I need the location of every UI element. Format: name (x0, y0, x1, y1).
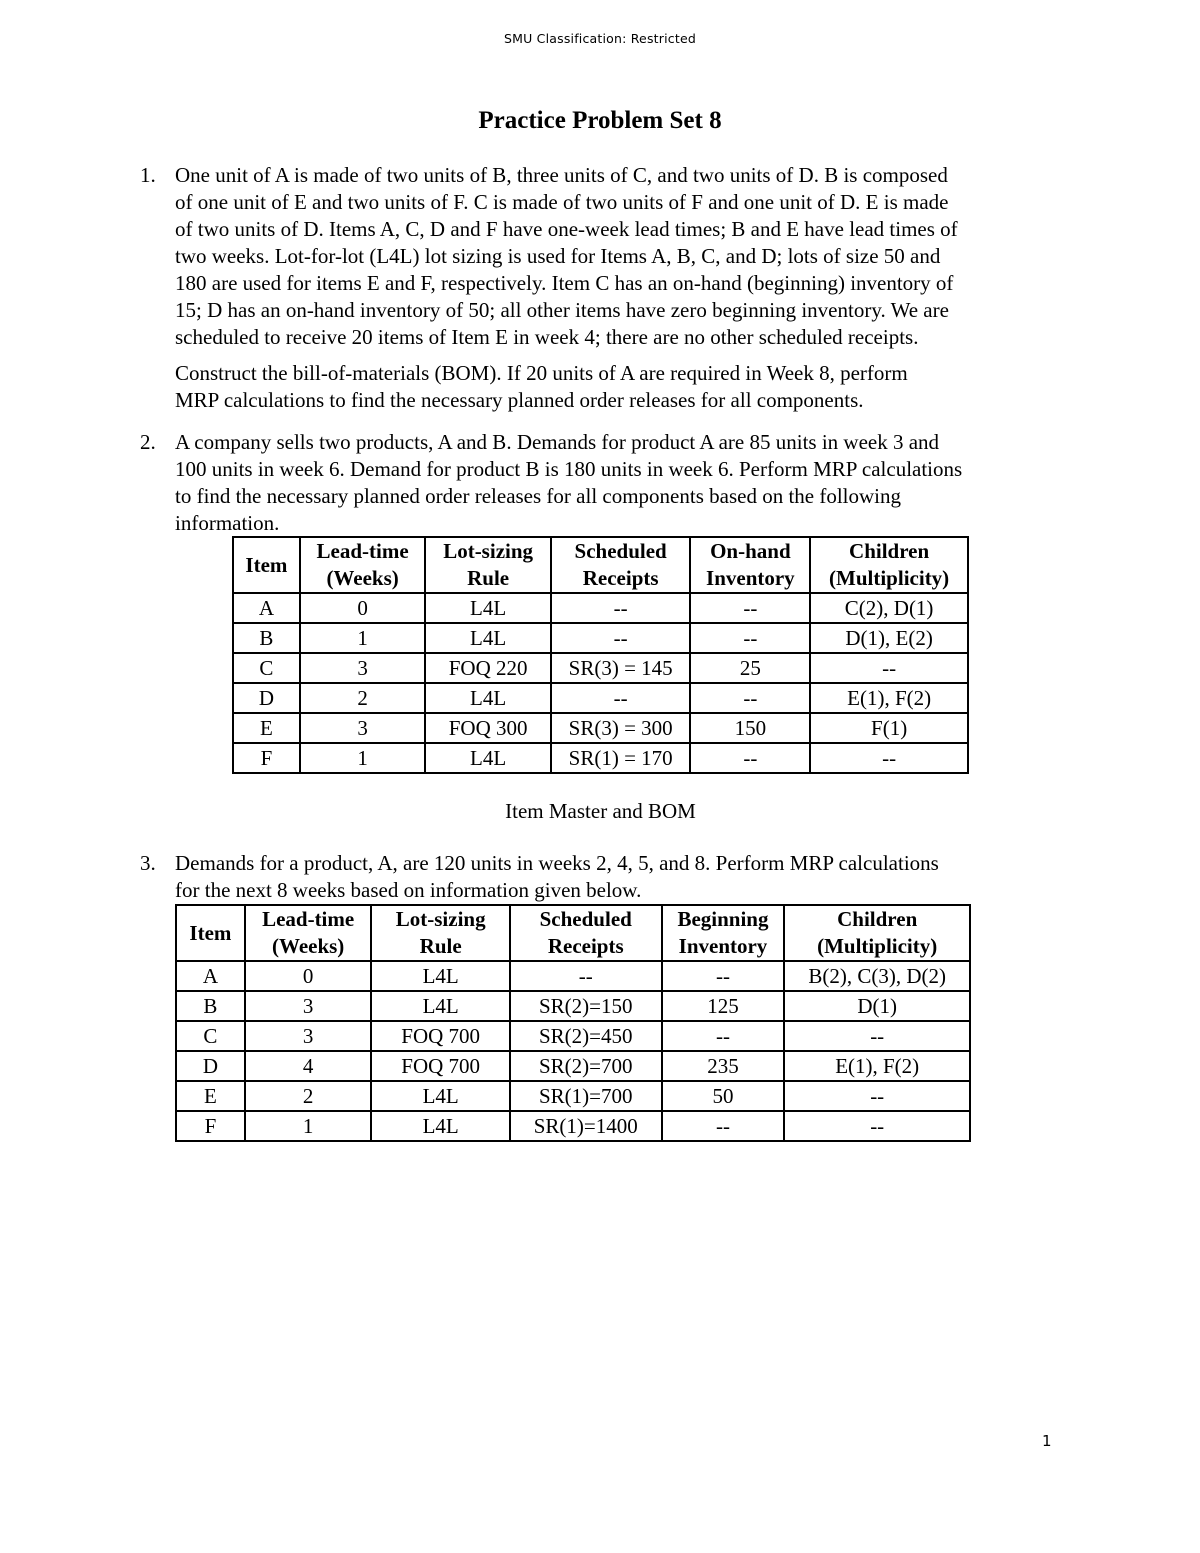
table-cell: -- (551, 623, 691, 653)
table-row (176, 991, 970, 1021)
table-cell: B (176, 991, 245, 1021)
table-cell: 2 (245, 1081, 372, 1111)
table-cell: -- (662, 1111, 785, 1141)
table-cell: L4L (425, 683, 550, 713)
text-line: for the next 8 weeks based on information given below. (175, 878, 642, 902)
table-cell: C (176, 1021, 245, 1051)
table-cell: SR(3) = 300 (551, 713, 691, 743)
item-master-table-2 (175, 904, 971, 1142)
problem-number: 2. (140, 430, 156, 454)
table-cell: 3 (300, 713, 426, 743)
table-row (176, 1051, 970, 1081)
table-cell: FOQ 300 (425, 713, 550, 743)
column-header-text: Children (837, 907, 918, 931)
table-cell: -- (810, 743, 968, 773)
page-number: 1 (1042, 1432, 1052, 1450)
table-cell: -- (510, 961, 662, 991)
text-line: 100 units in week 6. Demand for product B is 180 units in week 6. Perform MRP calculations (175, 457, 963, 481)
table-cell: 3 (300, 653, 426, 683)
column-header-text: (Multiplicity) (829, 566, 950, 590)
table-cell: 1 (300, 743, 426, 773)
column-header-text: Lot-sizing (443, 539, 534, 563)
table-cell: -- (551, 593, 691, 623)
column-header (810, 537, 968, 593)
column-header-text: Lot-sizing (395, 907, 486, 931)
table-cell: L4L (425, 623, 550, 653)
table-cell: L4L (425, 743, 550, 773)
table-cell: 2 (300, 683, 426, 713)
column-header (425, 537, 550, 593)
table-cell: L4L (371, 991, 509, 1021)
table-cell: 125 (662, 991, 785, 1021)
problem-number: 3. (140, 851, 156, 875)
table-cell: -- (662, 1021, 785, 1051)
problem-text (175, 429, 1065, 537)
table-cell: 235 (662, 1051, 785, 1081)
text-line: two weeks. Lot-for-lot (L4L) lot sizing is used for Items A, B, C, and D; lots of size 50 and (175, 244, 941, 268)
column-header (371, 905, 509, 961)
table-cell: B (233, 623, 300, 653)
table-cell: SR(1)=700 (510, 1081, 662, 1111)
column-header-text: Rule (467, 566, 510, 590)
table-cell: L4L (371, 1111, 509, 1141)
text-line: Construct the bill-of-materials (BOM). If 20 units of A are required in Week 8, perform (175, 361, 908, 385)
table-cell: SR(1) = 170 (551, 743, 691, 773)
table-cell: FOQ 700 (371, 1021, 509, 1051)
table-cell: L4L (371, 1081, 509, 1111)
table-cell: -- (690, 593, 810, 623)
problem-2 (140, 429, 1065, 537)
column-header-text: On-hand (710, 539, 791, 563)
table-cell: C (233, 653, 300, 683)
table-header-row (233, 537, 968, 593)
column-header (510, 905, 662, 961)
table-cell: A (176, 961, 245, 991)
text-line: A company sells two products, A and B. Demands for product A are 85 units in week 3 and (175, 430, 940, 454)
table-cell: FOQ 220 (425, 653, 550, 683)
column-header-text: Item (245, 552, 288, 577)
table-cell: -- (810, 653, 968, 683)
table-caption: Item Master and BOM (505, 799, 696, 823)
column-header-text: Scheduled (574, 539, 667, 563)
column-header (551, 537, 691, 593)
table-row (233, 683, 968, 713)
table-row (176, 1111, 970, 1141)
table-cell: D(1) (784, 991, 970, 1021)
table-row (176, 961, 970, 991)
table-cell: L4L (371, 961, 509, 991)
classification-header: SMU Classification: Restricted (504, 31, 696, 46)
table-cell: -- (690, 623, 810, 653)
column-header-text: Inventory (706, 566, 795, 590)
table-cell: -- (662, 961, 785, 991)
table-row (233, 653, 968, 683)
problem-number: 1. (140, 163, 156, 187)
table-cell: -- (784, 1081, 970, 1111)
table-cell: FOQ 700 (371, 1051, 509, 1081)
table-cell: 50 (662, 1081, 785, 1111)
column-header-text: (Weeks) (271, 934, 345, 958)
table-cell: 1 (300, 623, 426, 653)
text-line: of two units of D. Items A, C, D and F have one-week lead times; B and E have lead times of (175, 217, 958, 241)
table-cell: -- (551, 683, 691, 713)
table-cell: 1 (245, 1111, 372, 1141)
table-cell: B(2), C(3), D(2) (784, 961, 970, 991)
text-line: MRP calculations to find the necessary planned order releases for all components. (175, 388, 864, 412)
table-cell: -- (784, 1021, 970, 1051)
column-header-text: Rule (419, 934, 462, 958)
text-line: One unit of A is made of two units of B, three units of C, and two units of D. B is composed (175, 163, 948, 187)
table-cell: -- (690, 683, 810, 713)
column-header (245, 905, 372, 961)
table-cell: F(1) (810, 713, 968, 743)
table-row (176, 1081, 970, 1111)
table-cell: D (233, 683, 300, 713)
column-header-text: Children (849, 539, 930, 563)
text-line: Demands for a product, A, are 120 units in weeks 2, 4, 5, and 8. Perform MRP calculations (175, 851, 939, 875)
table-cell: SR(3) = 145 (551, 653, 691, 683)
table-cell: -- (690, 743, 810, 773)
table-cell: 0 (245, 961, 372, 991)
table-cell: SR(2)=450 (510, 1021, 662, 1051)
text-line: of one unit of E and two units of F. C is made of two units of F and one unit of D. E is made (175, 190, 949, 214)
table-cell: D (176, 1051, 245, 1081)
item-master-table-1 (232, 536, 969, 774)
column-header-text: Inventory (678, 934, 768, 958)
table-cell: 0 (300, 593, 426, 623)
text-line: 15; D has an on-hand inventory of 50; all other items have zero beginning inventory. We are (175, 298, 949, 322)
table-cell: E(1), F(2) (810, 683, 968, 713)
table-cell: F (176, 1111, 245, 1141)
column-header (690, 537, 810, 593)
table-cell: SR(2)=700 (510, 1051, 662, 1081)
table-cell: SR(1)=1400 (510, 1111, 662, 1141)
table-cell: L4L (425, 593, 550, 623)
table-row (233, 743, 968, 773)
table-row (176, 1021, 970, 1051)
table-cell: SR(2)=150 (510, 991, 662, 1021)
table-cell: E(1), F(2) (784, 1051, 970, 1081)
column-header (300, 537, 426, 593)
table-cell: F (233, 743, 300, 773)
problem-text (175, 850, 1065, 904)
table-cell: 150 (690, 713, 810, 743)
problem-text (175, 360, 1065, 414)
column-header (176, 905, 245, 961)
column-header-text: Beginning (677, 907, 769, 931)
column-header (662, 905, 785, 961)
column-header-text: (Weeks) (326, 566, 399, 590)
table-row (233, 713, 968, 743)
text-line: information. (175, 511, 280, 535)
problem-text (175, 162, 1065, 351)
column-header (784, 905, 970, 961)
table-cell: 3 (245, 1021, 372, 1051)
table-cell: 25 (690, 653, 810, 683)
problem-3 (140, 850, 1065, 904)
problem-1 (140, 162, 1065, 414)
table-cell: 4 (245, 1051, 372, 1081)
text-line: to find the necessary planned order releases for all components based on the following (175, 484, 902, 508)
column-header-text: Lead-time (316, 539, 409, 563)
column-header (233, 537, 300, 593)
text-line: scheduled to receive 20 items of Item E in week 4; there are no other scheduled receipts. (175, 325, 919, 349)
table-row (233, 623, 968, 653)
column-header-text: Item (189, 920, 232, 945)
table-cell: E (176, 1081, 245, 1111)
table-cell: 3 (245, 991, 372, 1021)
text-line: 180 are used for items E and F, respectively. Item C has an on-hand (beginning) inventory of (175, 271, 954, 295)
page-title: Practice Problem Set 8 (478, 107, 722, 134)
column-header-text: (Multiplicity) (817, 934, 938, 958)
table-header-row (176, 905, 970, 961)
table-row (233, 593, 968, 623)
table-cell: E (233, 713, 300, 743)
column-header-text: Receipts (582, 566, 659, 590)
column-header-text: Lead-time (262, 907, 355, 931)
column-header-text: Scheduled (539, 907, 632, 931)
table-cell: C(2), D(1) (810, 593, 968, 623)
table-cell: A (233, 593, 300, 623)
table-cell: -- (784, 1111, 970, 1141)
table-cell: D(1), E(2) (810, 623, 968, 653)
column-header-text: Receipts (547, 934, 624, 958)
